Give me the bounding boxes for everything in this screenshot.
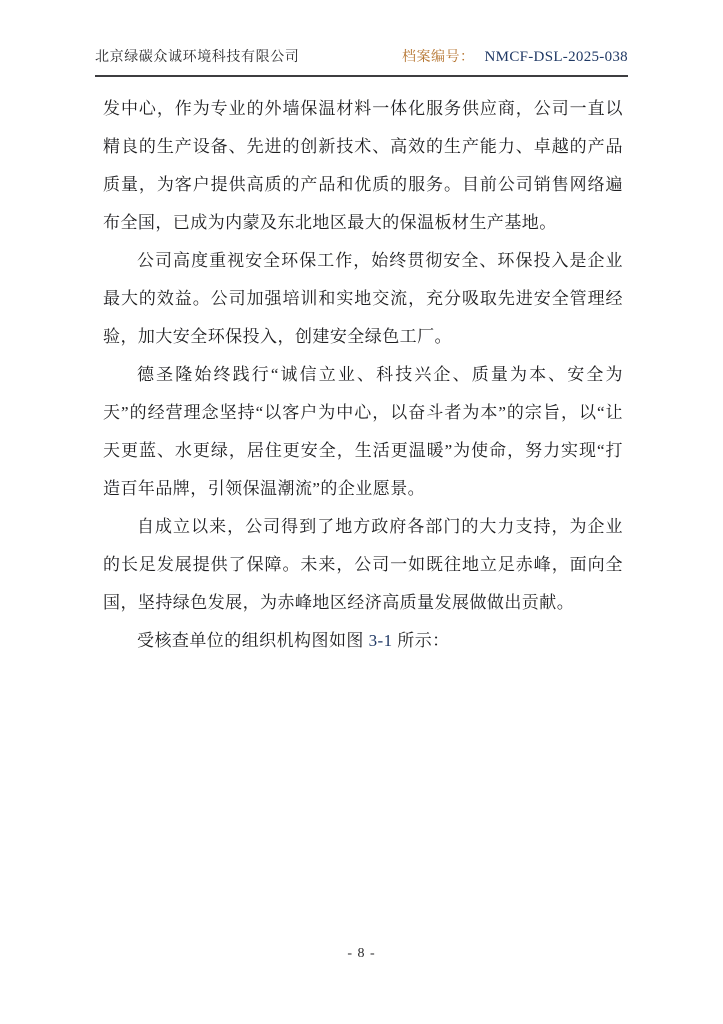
- figure-line-prefix: 受核查单位的组织机构图如图: [137, 631, 369, 650]
- archive-label: 档案编号：: [402, 50, 475, 65]
- page-header: [95, 46, 628, 77]
- figure-line-suffix: 所示：: [392, 631, 450, 650]
- company-name: 北京绿碳众诚环境科技有限公司: [95, 50, 300, 65]
- paragraph-government-support: 自成立以来，公司得到了地方政府各部门的大力支持，为企业的长足发展提供了保障。未来，公司一如既往地立足赤峰，面向全国，坚持绿色发展，为赤峰地区经济高质量发展做做出贡献。: [103, 517, 623, 612]
- archive-number-group: [402, 46, 628, 66]
- page-number: - 8 -: [347, 946, 376, 961]
- page-footer: [0, 946, 723, 962]
- paragraph-company-intro: 发中心，作为专业的外墙保温材料一体化服务供应商，公司一直以精良的生产设备、先进的创新技术、高效的生产能力、卓越的产品质量，为客户提供高质的产品和优质的服务。目前公司销售网络遍布全国，已成为内蒙及东北地区最大的保温板材生产基地。: [103, 99, 623, 232]
- paragraph-safety-environment: 公司高度重视安全环保工作，始终贯彻安全、环保投入是企业最大的效益。公司加强培训和实地交流，充分吸取先进安全管理经验，加大安全环保投入，创建安全绿色工厂。: [103, 251, 623, 346]
- archive-number: NMCF-DSL-2025-038: [484, 49, 628, 65]
- paragraph-figure-intro: [103, 622, 623, 660]
- paragraph-business-philosophy: 德圣隆始终践行“诚信立业、科技兴企、质量为本、安全为天”的经营理念坚持“以客户为中心，以奋斗者为本”的宗旨，以“让天更蓝、水更绿，居住更安全，生活更温暖”为使命，努力实现“打造百年品牌，引领保温潮流”的企业愿景。: [103, 365, 623, 498]
- figure-reference: 3-1: [368, 631, 393, 650]
- document-body: [103, 90, 623, 660]
